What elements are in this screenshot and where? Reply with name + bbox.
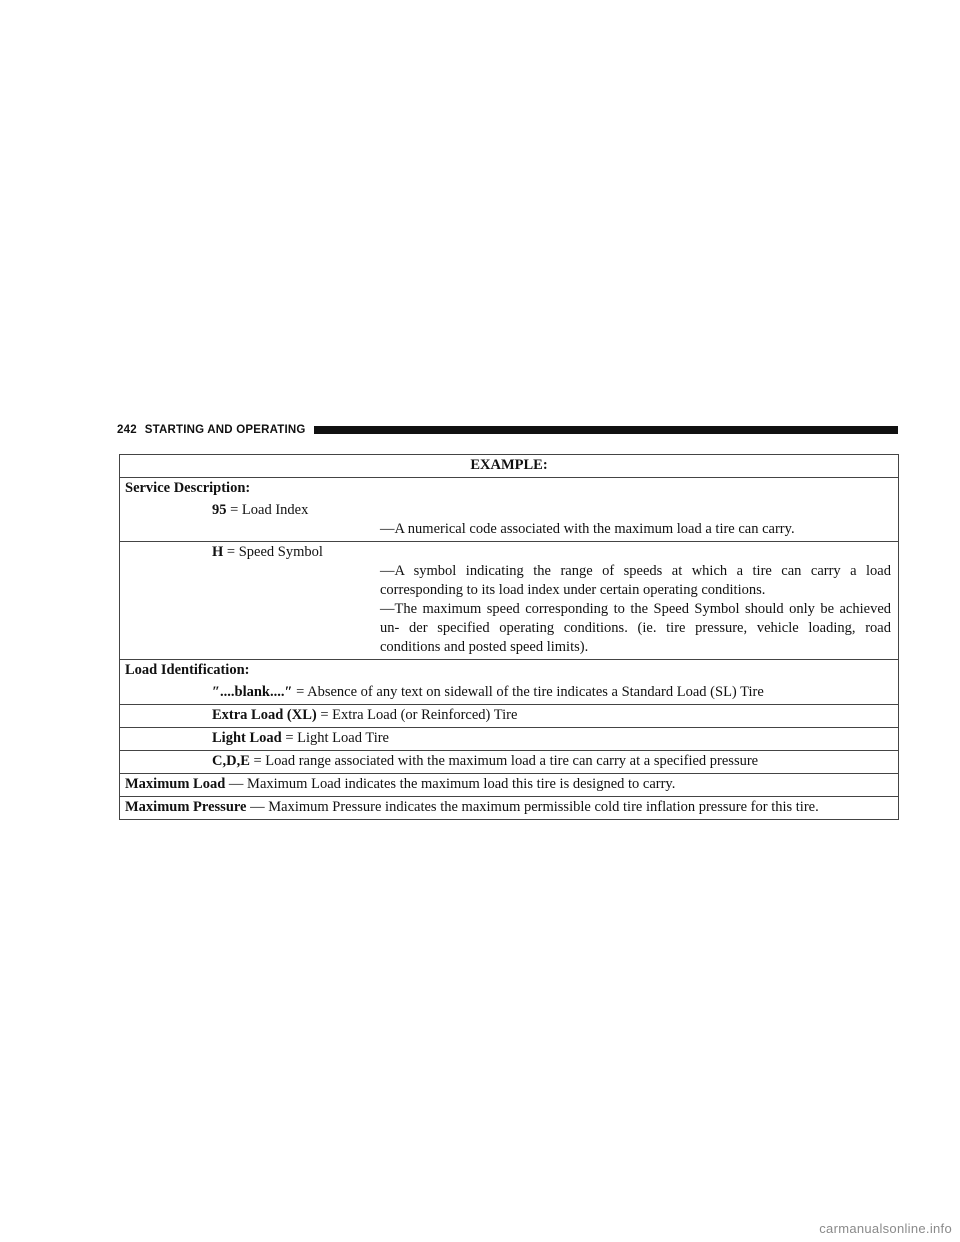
load-text: = Extra Load (or Reinforced) Tire [320, 707, 518, 723]
service-code: 95 [212, 502, 227, 518]
load-code: ″....blank....″ [212, 684, 293, 700]
load-text: = Absence of any text on sidewall of the tire indicates a Standard Load (SL) Tire [296, 684, 764, 700]
table-title: EXAMPLE: [470, 457, 548, 473]
load-code: Extra Load (XL) [212, 707, 317, 723]
maximum-pressure-text: — Maximum Pressure indicates the maximum permissible cold tire inflation pressure for this tire. [250, 799, 819, 815]
detail-text: —A symbol indicating the range of speeds at which a tire can carry a load corresponding to its load index under certain operating conditions. [380, 563, 891, 598]
load-item-cde [120, 750, 898, 773]
service-detail [212, 562, 893, 657]
load-text: = Light Load Tire [285, 730, 389, 746]
maximum-load-label: Maximum Load [125, 776, 226, 792]
load-item-blank [120, 682, 898, 704]
maximum-load-row [120, 773, 898, 796]
header-rule [314, 426, 898, 434]
maximum-pressure-row [120, 796, 898, 819]
service-meaning: = Load Index [230, 502, 309, 518]
page-number: 242 [117, 424, 137, 436]
detail-text: —The maximum speed corresponding to the Speed Symbol should only be achieved un- der specified operating conditions. (ie. tire pressure, vehicle loading, road conditions and posted speed limits). [380, 601, 891, 655]
service-item-speed-symbol [120, 541, 898, 659]
load-code: C,D,E [212, 753, 250, 769]
detail-text: —A numerical code associated with the maximum load a tire can carry. [380, 521, 795, 537]
service-description-heading: Service Description: [120, 477, 898, 500]
section-title: STARTING AND OPERATING [144, 424, 306, 436]
page-header [117, 423, 898, 437]
load-identification-heading: Load Identification: [120, 659, 898, 682]
service-code: H [212, 544, 224, 560]
service-item-load-index [120, 500, 898, 541]
maximum-pressure-label: Maximum Pressure [125, 799, 247, 815]
maximum-load-text: — Maximum Load indicates the maximum load this tire is designed to carry. [228, 776, 676, 792]
tire-code-table [119, 454, 899, 820]
load-item-extra-load [120, 704, 898, 727]
load-code: Light Load [212, 730, 282, 746]
watermark-logo: carmanualsonline.info [819, 1221, 952, 1236]
service-detail [212, 520, 893, 539]
service-meaning: = Speed Symbol [226, 544, 323, 560]
load-text: = Load range associated with the maximum load a tire can carry at a specified pressure [253, 753, 759, 769]
load-item-light-load [120, 727, 898, 750]
